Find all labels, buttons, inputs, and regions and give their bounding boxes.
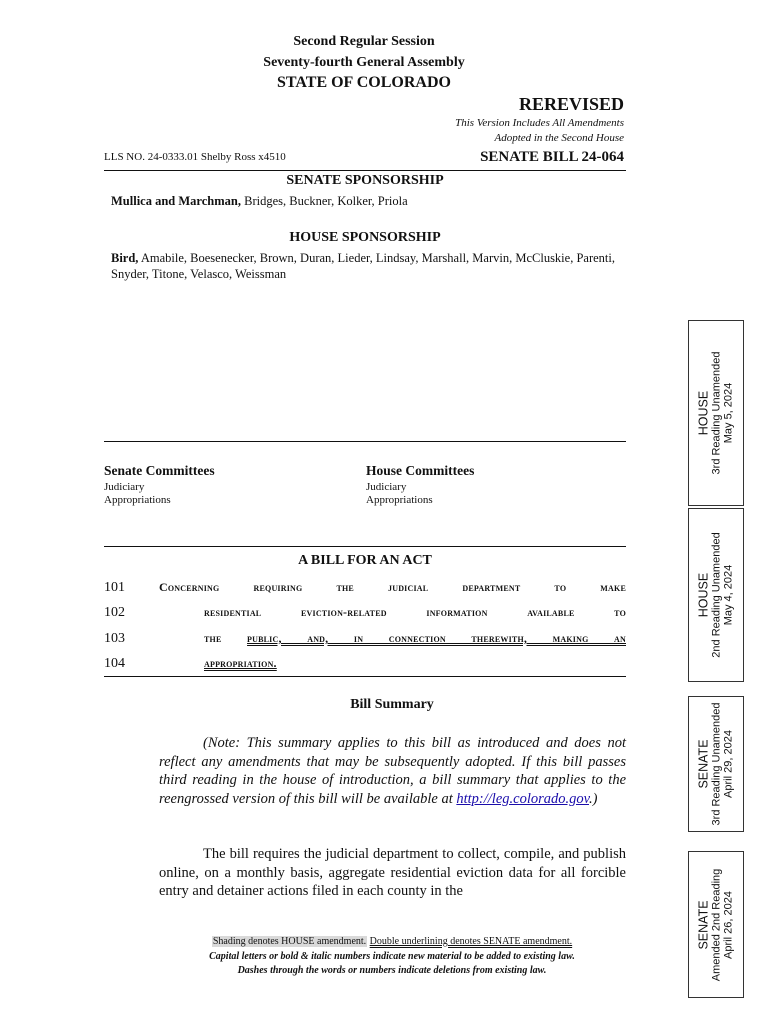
bill-title-line: appropriation. bbox=[204, 656, 277, 670]
stamp-action: 2nd Reading Unamended bbox=[709, 532, 722, 658]
senate-amendment-text: public, and, in connection therewith, making an bbox=[247, 631, 626, 645]
stamp-date: May 5, 2024 bbox=[722, 382, 735, 444]
line-number: 104 bbox=[104, 656, 125, 671]
line-number: 102 bbox=[104, 605, 125, 620]
stamp-chamber: SENATE bbox=[696, 899, 711, 950]
house-primary-sponsors: Bird, bbox=[111, 251, 139, 265]
senate-amendment-legend: Double underlining denotes SENATE amendment. bbox=[369, 936, 573, 947]
bill-title-text: the bbox=[204, 631, 248, 645]
reading-stamp bbox=[688, 320, 744, 506]
stamp-action: 3rd Reading Unamended bbox=[709, 702, 722, 826]
lls-number: LLS NO. 24-0333.01 Shelby Ross x4510 bbox=[104, 151, 286, 163]
house-sponsors bbox=[111, 250, 626, 282]
summary-note bbox=[159, 734, 626, 808]
senate-committees-title: Senate Committees bbox=[104, 463, 215, 478]
summary-body: The bill requires the judicial department to collect, compile, and publish online, on a monthly basis, aggregate residential eviction data for all forcible entry and detainer actions filed in each county in the bbox=[159, 846, 626, 900]
session-heading: Second Regular Session bbox=[293, 34, 435, 49]
house-committees-title: House Committees bbox=[366, 463, 475, 478]
house-committee-item: Judiciary bbox=[366, 481, 407, 493]
senate-committee-item: Judiciary bbox=[104, 481, 145, 493]
title-end-rule bbox=[104, 676, 626, 677]
house-sponsorship-title: HOUSE SPONSORSHIP bbox=[289, 230, 441, 245]
new-material-legend: Capital letters or bold & italic numbers indicate new material to be added to existing law. bbox=[209, 951, 575, 962]
bill-title-line: residential eviction-related information available to bbox=[204, 605, 626, 619]
line-number: 101 bbox=[104, 580, 125, 595]
deletion-legend: Dashes through the words or numbers indicate deletions from existing law. bbox=[237, 965, 547, 976]
stamp-date: April 26, 2024 bbox=[722, 890, 735, 959]
senate-sponsorship-title: SENATE SPONSORSHIP bbox=[286, 173, 444, 188]
header-rule bbox=[104, 170, 626, 171]
house-cosponsors: Amabile, Boesenecker, Brown, Duran, Lieder, Lindsay, Marshall, Marvin, McCluskie, Parenti, Snyder, Titone, Velasco, Weissman bbox=[111, 251, 615, 281]
reading-stamp bbox=[688, 851, 744, 998]
summary-note-text: (Note: This summary applies to this bill as introduced and does not reflect any amendments that may be subsequently adopted. If this bill passes third reading in the house of introduction, a bill summary that applies to the reengrossed version of this bill will be available at bbox=[159, 735, 626, 807]
summary-note-end: .) bbox=[588, 790, 598, 807]
house-committee-item: Appropriations bbox=[366, 494, 433, 506]
assembly-heading: Seventy-fourth General Assembly bbox=[263, 55, 465, 70]
senate-cosponsors: Bridges, Buckner, Kolker, Priola bbox=[240, 194, 408, 208]
stamp-chamber: HOUSE bbox=[696, 390, 711, 436]
version-note-line-1: This Version Includes All Amendments bbox=[455, 117, 624, 129]
senate-primary-sponsors: Mullica and Marchman, bbox=[111, 194, 241, 208]
bill-heading: A BILL FOR AN ACT bbox=[298, 553, 432, 568]
leg-colorado-link[interactable]: http://leg.colorado.gov bbox=[456, 790, 589, 807]
bill-summary-title: Bill Summary bbox=[350, 697, 434, 712]
stamp-action: Amended 2nd Reading bbox=[709, 868, 722, 981]
stamp-chamber: HOUSE bbox=[696, 572, 711, 618]
bill-title-line: Concerning requiring the judicial department to make bbox=[159, 580, 626, 594]
bill-number: SENATE BILL 24-064 bbox=[480, 149, 624, 165]
version-note-line-2: Adopted in the Second House bbox=[494, 132, 624, 144]
stamp-date: April 29, 2024 bbox=[722, 730, 735, 798]
version-status: REREVISED bbox=[518, 94, 624, 114]
amendment-legend bbox=[104, 936, 680, 947]
reading-stamp bbox=[688, 696, 744, 832]
committees-rule bbox=[104, 441, 626, 442]
bill-title-line bbox=[204, 631, 626, 646]
reading-stamp bbox=[688, 508, 744, 682]
state-heading: STATE OF COLORADO bbox=[277, 74, 451, 91]
stamp-chamber: SENATE bbox=[696, 739, 711, 789]
stamp-action: 3rd Reading Unamended bbox=[709, 351, 722, 475]
senate-committee-item: Appropriations bbox=[104, 494, 171, 506]
senate-sponsors bbox=[111, 193, 626, 209]
stamp-date: May 4, 2024 bbox=[722, 564, 735, 626]
house-amendment-legend: Shading denotes HOUSE amendment. bbox=[212, 936, 367, 947]
bill-rule bbox=[104, 546, 626, 547]
line-number: 103 bbox=[104, 631, 125, 646]
